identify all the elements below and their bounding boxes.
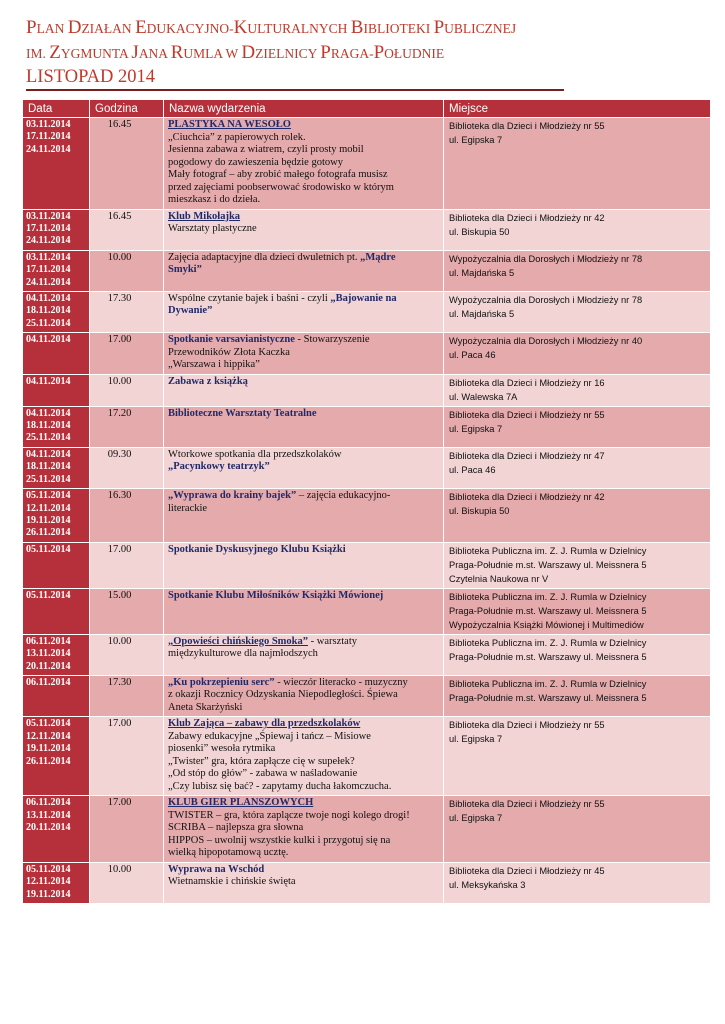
- event-line: [168, 132, 439, 145]
- event-time: 16.30: [90, 489, 164, 543]
- place-line: ul. Walewska 7A: [449, 391, 518, 402]
- table-row: [23, 250, 711, 291]
- title-fragment: ULTURALNYCH: [247, 21, 351, 36]
- event-line: [168, 119, 439, 132]
- table-header-row: [23, 100, 711, 118]
- place-line: Biblioteka dla Dzieci i Młodzieży nr 42: [449, 492, 605, 503]
- title-fragment: UBLICZNEJ: [444, 21, 517, 36]
- event-place: [444, 634, 711, 675]
- event-date: 24.11.2014: [26, 235, 71, 247]
- title-fragment: J: [131, 42, 139, 63]
- event-dates: [23, 717, 90, 796]
- table-row: [23, 118, 711, 210]
- event-text: międzykulturowe dla najmłodszych: [168, 648, 318, 660]
- event-text: „Ciuchcia” z papierowych rolek.: [168, 131, 306, 143]
- event-text: wielką hipopotamową ucztę.: [168, 847, 289, 859]
- title-fragment: P: [26, 17, 37, 38]
- table-row: [23, 717, 711, 796]
- event-date: 06.11.2014: [26, 797, 71, 809]
- event-line: [168, 293, 439, 306]
- event-time: 16.45: [90, 118, 164, 210]
- event-title: „Ku pokrzepieniu serc”: [168, 676, 275, 688]
- event-title: „Bajowanie na: [330, 292, 397, 304]
- event-dates: [23, 250, 90, 291]
- event-line: [168, 408, 439, 421]
- event-place: [444, 588, 711, 634]
- place-line: ul. Paca 46: [449, 464, 496, 475]
- event-line: [168, 449, 439, 462]
- event-dates: [23, 209, 90, 250]
- event-dates: [23, 374, 90, 406]
- event-line: [168, 756, 439, 769]
- event-date: 25.11.2014: [26, 473, 71, 485]
- event-date: 03.11.2014: [26, 210, 71, 222]
- event-time: 10.00: [90, 862, 164, 903]
- place-line: Biblioteka dla Dzieci i Młodzieży nr 42: [449, 212, 605, 223]
- event-line: [168, 731, 439, 744]
- event-description: [164, 634, 444, 675]
- event-description: [164, 209, 444, 250]
- event-description: [164, 675, 444, 717]
- title-fragment: D: [241, 42, 256, 63]
- event-text: przed zajęciami poobserwować środowisko w którym: [168, 181, 394, 193]
- event-date: 20.11.2014: [26, 822, 71, 834]
- event-date: 17.11.2014: [26, 222, 71, 234]
- event-place: [444, 333, 711, 375]
- event-date: 04.11.2014: [26, 407, 71, 419]
- place-line: Biblioteka dla Dzieci i Młodzieży nr 55: [449, 720, 605, 731]
- event-line: [168, 743, 439, 756]
- title-fragment: OŁUDNIE: [384, 46, 445, 61]
- event-description: [164, 406, 444, 447]
- title-fragment: P: [433, 17, 445, 38]
- event-text: Wtorkowe spotkania dla przedszkolaków: [168, 448, 342, 460]
- place-line: ul. Majdańska 5: [449, 308, 515, 319]
- table-row: [23, 406, 711, 447]
- event-description: [164, 250, 444, 291]
- event-date: 24.11.2014: [26, 276, 71, 288]
- event-dates: [23, 291, 90, 332]
- event-date: 26.11.2014: [26, 755, 71, 767]
- event-title: Biblioteczne Warsztaty Teatralne: [168, 407, 317, 419]
- event-place: [444, 542, 711, 588]
- event-line: [168, 211, 439, 224]
- place-line: Biblioteka dla Dzieci i Młodzieży nr 55: [449, 121, 605, 131]
- event-date: 20.11.2014: [26, 660, 71, 672]
- event-text: mieszkasz i do dzieła.: [168, 194, 261, 205]
- place-line: ul. Egipska 7: [449, 734, 503, 745]
- event-text: literackie: [168, 502, 208, 514]
- title-line-1: [26, 16, 571, 41]
- place-line: Biblioteka dla Dzieci i Młodzieży nr 55: [449, 409, 605, 420]
- event-line: [168, 835, 439, 848]
- title-fragment: D: [67, 17, 82, 38]
- event-text: Wspólne czytanie bajek i baśni - czyli: [168, 292, 331, 304]
- event-dates: [23, 489, 90, 543]
- event-title: Wyprawa na Wschód: [168, 863, 265, 875]
- event-text: TWISTER – gra, która zaplącze twoje nogi kolego drogi!: [168, 809, 410, 821]
- event-description: [164, 717, 444, 796]
- event-place: [444, 250, 711, 291]
- place-line: ul. Egipska 7: [449, 423, 503, 434]
- event-line: [168, 864, 439, 877]
- table-row: [23, 447, 711, 488]
- event-title: Dywanie”: [168, 305, 213, 317]
- event-text: Zajęcia adaptacyjne dla dzieci dwuletnich pt.: [168, 251, 361, 263]
- month-title: LISTOPAD 2014: [26, 66, 564, 91]
- place-line: ul. Egipska 7: [449, 135, 503, 145]
- event-time: 10.00: [90, 634, 164, 675]
- event-date: 05.11.2014: [26, 718, 71, 730]
- title-fragment: YGMUNTA: [60, 46, 132, 61]
- event-place: [444, 862, 711, 903]
- event-text: Jesienna zabawa z wiatrem, czyli prosty mobil: [168, 144, 364, 155]
- place-line: Praga-Południe m.st. Warszawy ul. Meissnera 5: [449, 605, 647, 616]
- event-line: [168, 169, 439, 182]
- event-description: [164, 291, 444, 332]
- event-date: 03.11.2014: [26, 119, 71, 130]
- place-line: Biblioteka Publiczna im. Z. J. Rumla w Dzielnicy: [449, 637, 647, 648]
- event-text: Zabawy edukacyjne „Śpiewaj i tańcz – Misiowe: [168, 730, 371, 742]
- event-description: [164, 588, 444, 634]
- event-line: [168, 252, 439, 265]
- event-place: [444, 717, 711, 796]
- event-text: HIPPOS – uwolnij wszystkie kulki i przygotuj się na: [168, 834, 391, 846]
- event-date: 05.11.2014: [26, 490, 71, 502]
- event-line: [168, 677, 439, 690]
- place-line: ul. Egipska 7: [449, 813, 503, 824]
- event-line: [168, 797, 439, 810]
- event-line: [168, 781, 439, 794]
- event-description: [164, 542, 444, 588]
- table-row: [23, 675, 711, 717]
- event-dates: [23, 634, 90, 675]
- title-fragment: ZIAŁAN: [81, 21, 136, 36]
- place-line: Biblioteka Publiczna im. Z. J. Rumla w Dzielnicy: [449, 545, 647, 556]
- event-title: „Opowieści chińskiego Smoka”: [168, 635, 309, 647]
- event-date: 18.11.2014: [26, 305, 71, 317]
- event-date: 04.11.2014: [26, 334, 71, 346]
- event-description: [164, 374, 444, 406]
- event-line: [168, 264, 439, 277]
- event-dates: [23, 862, 90, 903]
- event-text: z okazji Rocznicy Odzyskania Niepodległości. Śpiewa: [168, 689, 398, 701]
- event-date: 06.11.2014: [26, 635, 71, 647]
- event-line: [168, 822, 439, 835]
- event-line: [168, 876, 439, 889]
- event-text: pogodowy do zawieszenia będzie gotowy: [168, 156, 343, 168]
- place-line: Praga-Południe m.st. Warszawy ul. Meissnera 5: [449, 559, 647, 570]
- event-line: [168, 334, 439, 347]
- column-header-place: Miejsce: [444, 100, 711, 118]
- title-fragment: ZIELNICY: [255, 46, 321, 61]
- event-date: 04.11.2014: [26, 448, 71, 460]
- event-dates: [23, 447, 90, 488]
- event-time: 17.30: [90, 291, 164, 332]
- event-date: 18.11.2014: [26, 420, 71, 432]
- place-line: Praga-Południe m.st. Warszawy ul. Meissnera 5: [449, 692, 647, 703]
- event-date: 25.11.2014: [26, 317, 71, 329]
- event-line: [168, 157, 439, 170]
- event-date: 24.11.2014: [26, 143, 71, 155]
- table-row: [23, 209, 711, 250]
- event-place: [444, 796, 711, 863]
- document-header: [26, 16, 571, 91]
- event-line: [168, 648, 439, 661]
- event-date: 05.11.2014: [26, 589, 71, 601]
- place-line: Czytelnia Naukowa nr V: [449, 573, 549, 584]
- table-row: [23, 333, 711, 375]
- place-line: Wypożyczalnia dla Dorosłych i Młodzieży nr 78: [449, 253, 643, 264]
- event-title: PLASTYKA NA WESOŁO: [168, 119, 291, 130]
- event-title: Spotkanie Klubu Miłośników Książki Mówionej: [168, 589, 384, 601]
- column-header-date: Data: [23, 100, 90, 118]
- event-line: [168, 689, 439, 702]
- column-header-event: Nazwa wydarzenia: [164, 100, 444, 118]
- event-text: Mały fotograf – aby zrobić małego fotografa musisz: [168, 169, 388, 180]
- place-line: Wypożyczalnia dla Dorosłych i Młodzieży nr 40: [449, 336, 643, 347]
- title-fragment: UMLA W: [183, 46, 242, 61]
- title-fragment: RAGA-: [330, 46, 374, 61]
- event-dates: [23, 796, 90, 863]
- event-text: „Od stóp do głów” - zabawa w naśladowanie: [168, 768, 358, 780]
- event-line: [168, 490, 439, 503]
- title-fragment: E: [135, 17, 147, 38]
- event-text: SCRIBA – najlepsza gra słowna: [168, 822, 304, 834]
- event-place: [444, 374, 711, 406]
- place-line: Wypożyczalnia Książki Mówionej i Multimediów: [449, 619, 644, 630]
- event-line: [168, 376, 439, 389]
- event-text: - Stowarzyszenie: [294, 334, 370, 346]
- event-title: Smyki”: [168, 264, 202, 276]
- place-line: Biblioteka dla Dzieci i Młodzieży nr 45: [449, 865, 605, 876]
- event-text: Aneta Skarżyński: [168, 701, 243, 713]
- event-date: 04.11.2014: [26, 375, 71, 387]
- event-date: 17.11.2014: [26, 264, 71, 276]
- title-fragment: IM.: [26, 46, 50, 61]
- event-date: 13.11.2014: [26, 648, 71, 660]
- event-dates: [23, 406, 90, 447]
- event-date: 12.11.2014: [26, 730, 71, 742]
- event-date: 17.11.2014: [26, 131, 71, 143]
- event-dates: [23, 588, 90, 634]
- title-fragment: Z: [49, 42, 61, 63]
- event-dates: [23, 675, 90, 717]
- event-time: 17.00: [90, 796, 164, 863]
- event-time: 16.45: [90, 209, 164, 250]
- event-title: Zabawa z książką: [168, 375, 248, 387]
- column-header-time: Godzina: [90, 100, 164, 118]
- place-line: Biblioteka dla Dzieci i Młodzieży nr 47: [449, 450, 605, 461]
- title-fragment: P: [373, 42, 385, 63]
- event-date: 19.11.2014: [26, 514, 71, 526]
- event-place: [444, 489, 711, 543]
- place-line: Wypożyczalnia dla Dorosłych i Młodzieży nr 78: [449, 294, 643, 305]
- event-time: 17.00: [90, 542, 164, 588]
- events-table: [22, 99, 711, 904]
- event-title: Spotkanie Dyskusyjnego Klubu Książki: [168, 543, 346, 555]
- event-line: [168, 194, 439, 207]
- event-title: Spotkanie varsavianistyczne: [168, 334, 295, 346]
- event-time: 10.00: [90, 250, 164, 291]
- event-line: [168, 810, 439, 823]
- event-place: [444, 118, 711, 210]
- event-date: 26.11.2014: [26, 527, 71, 539]
- event-title: Klub Mikołajka: [168, 210, 241, 222]
- event-place: [444, 406, 711, 447]
- event-line: [168, 144, 439, 157]
- place-line: ul. Meksykańska 3: [449, 879, 526, 890]
- event-dates: [23, 333, 90, 375]
- event-text: - wieczór literacko - muzyczny: [274, 676, 408, 688]
- event-time: 17.30: [90, 675, 164, 717]
- event-place: [444, 291, 711, 332]
- place-line: ul. Majdańska 5: [449, 267, 515, 278]
- event-description: [164, 862, 444, 903]
- event-text: Przewodników Złota Kaczka: [168, 346, 290, 358]
- table-row: [23, 588, 711, 634]
- place-line: Biblioteka Publiczna im. Z. J. Rumla w Dzielnicy: [449, 678, 647, 689]
- event-place: [444, 209, 711, 250]
- title-fragment: B: [350, 17, 364, 38]
- event-date: 05.11.2014: [26, 863, 71, 875]
- title-fragment: R: [170, 42, 184, 63]
- table-row: [23, 542, 711, 588]
- event-line: [168, 718, 439, 731]
- event-text: „Twister” gra, która zapłącze cię w supełek?: [168, 755, 355, 767]
- event-date: 04.11.2014: [26, 292, 71, 304]
- event-line: [168, 544, 439, 557]
- table-row: [23, 634, 711, 675]
- event-line: [168, 847, 439, 860]
- event-line: [168, 182, 439, 195]
- event-place: [444, 675, 711, 717]
- event-time: 17.00: [90, 333, 164, 375]
- event-text: - warsztaty: [308, 635, 358, 647]
- event-time: 09.30: [90, 447, 164, 488]
- event-line: [168, 359, 439, 372]
- event-description: [164, 333, 444, 375]
- event-date: 12.11.2014: [26, 876, 71, 888]
- event-time: 10.00: [90, 374, 164, 406]
- event-time: 17.00: [90, 717, 164, 796]
- place-line: Biblioteka Publiczna im. Z. J. Rumla w Dzielnicy: [449, 591, 647, 602]
- event-description: [164, 796, 444, 863]
- title-fragment: ANA: [138, 46, 171, 61]
- place-line: Biblioteka dla Dzieci i Młodzieży nr 55: [449, 799, 605, 810]
- event-date: 19.11.2014: [26, 888, 71, 900]
- table-row: [23, 489, 711, 543]
- title-fragment: P: [320, 42, 331, 63]
- place-line: Biblioteka dla Dzieci i Młodzieży nr 16: [449, 377, 605, 388]
- place-line: ul. Paca 46: [449, 350, 496, 361]
- event-title: „Wyprawa do krainy bajek”: [168, 490, 297, 502]
- event-date: 25.11.2014: [26, 432, 71, 444]
- event-date: 19.11.2014: [26, 743, 71, 755]
- event-description: [164, 489, 444, 543]
- event-text: – zajęcia edukacyjno-: [296, 490, 391, 502]
- title-fragment: IBLIOTEKI: [363, 21, 434, 36]
- event-place: [444, 447, 711, 488]
- table-row: [23, 374, 711, 406]
- event-description: [164, 118, 444, 210]
- event-title: „Pacynkowy teatrzyk”: [168, 461, 270, 473]
- event-line: [168, 768, 439, 781]
- event-title: „Mądre: [360, 251, 396, 263]
- table-row: [23, 796, 711, 863]
- event-line: [168, 223, 439, 236]
- event-dates: [23, 118, 90, 210]
- event-text: „Warszawa i hippika”: [168, 359, 260, 371]
- event-date: 13.11.2014: [26, 809, 71, 821]
- event-time: 17.20: [90, 406, 164, 447]
- event-date: 03.11.2014: [26, 251, 71, 263]
- event-line: [168, 503, 439, 516]
- event-line: [168, 590, 439, 603]
- table-row: [23, 291, 711, 332]
- event-line: [168, 461, 439, 474]
- event-text: Wietnamskie i chińskie święta: [168, 876, 296, 888]
- event-text: piosenki” wesoła rytmika: [168, 743, 276, 755]
- table-row: [23, 862, 711, 903]
- event-date: 06.11.2014: [26, 676, 71, 688]
- event-time: 15.00: [90, 588, 164, 634]
- title-fragment: DUKACYJNO-: [146, 21, 234, 36]
- event-date: 12.11.2014: [26, 502, 71, 514]
- event-date: 18.11.2014: [26, 461, 71, 473]
- title-fragment: K: [233, 17, 248, 38]
- event-title: Klub Zająca – zabawy dla przedszkolaków: [168, 718, 361, 730]
- event-line: [168, 347, 439, 360]
- event-dates: [23, 542, 90, 588]
- event-line: [168, 702, 439, 715]
- event-title: KLUB GIER PLANSZOWYCH: [168, 797, 314, 809]
- title-line-2: [26, 41, 571, 66]
- place-line: ul. Biskupia 50: [449, 226, 510, 237]
- place-line: Praga-Południe m.st. Warszawy ul. Meissnera 5: [449, 651, 647, 662]
- event-date: 05.11.2014: [26, 543, 71, 555]
- event-text: Warsztaty plastyczne: [168, 223, 257, 234]
- place-line: ul. Biskupia 50: [449, 506, 510, 517]
- event-text: „Czy lubisz się bać? - zapytamy ducha łakomczucha.: [168, 780, 392, 792]
- event-line: [168, 305, 439, 318]
- title-fragment: LAN: [36, 21, 68, 36]
- event-description: [164, 447, 444, 488]
- event-line: [168, 636, 439, 649]
